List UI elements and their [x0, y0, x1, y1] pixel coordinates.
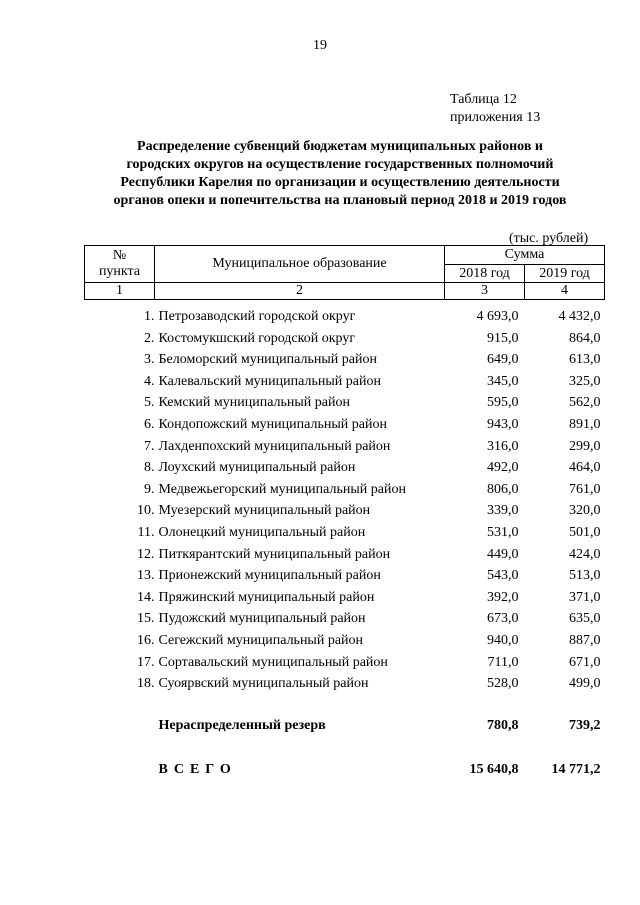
amount-2019: 864,0: [569, 330, 601, 346]
amount-2018: 339,0: [487, 503, 519, 519]
row-number: [85, 328, 155, 350]
row-number: [85, 673, 155, 695]
table-row: [85, 300, 605, 328]
amount-2018: 943,0: [487, 416, 519, 432]
row-number-text: 12.: [137, 546, 155, 562]
reserve-2019: 739,2: [569, 717, 601, 733]
table-row: [85, 436, 605, 458]
amount-2018: 543,0: [487, 568, 519, 584]
municipality-name: Муезерский муниципальный район: [158, 503, 371, 519]
amount-2019: 325,0: [569, 373, 601, 389]
table-reference-line-1: Таблица 12: [450, 92, 517, 107]
amount-2018: 392,0: [487, 589, 519, 605]
amount-2019: 613,0: [569, 352, 601, 368]
municipality-name: Кемский муниципальный район: [158, 395, 350, 411]
amount-2018: 595,0: [487, 395, 519, 411]
header-number-line-1: №: [112, 248, 127, 263]
header-column-number-1: 1: [85, 283, 155, 300]
row-number: [85, 522, 155, 544]
amount-2018: 915,0: [487, 330, 519, 346]
row-number-text: 18.: [137, 676, 155, 692]
amount-2019: 513,0: [569, 568, 601, 584]
table-row: [85, 565, 605, 587]
reserve-label: Нераспределенный резерв: [158, 717, 326, 733]
amount-2019: 891,0: [569, 416, 601, 432]
municipality-name: Олонецкий муниципальный район: [158, 524, 366, 540]
table-row: [85, 371, 605, 393]
table-row: [85, 630, 605, 652]
row-number: [85, 300, 155, 328]
municipality-name: Питкярантский муниципальный район: [158, 546, 391, 562]
page-number: 19: [313, 38, 327, 53]
header-sum: Сумма: [445, 246, 605, 265]
table-row: [85, 587, 605, 609]
amount-2019: 499,0: [569, 676, 601, 692]
row-number-text: 5.: [144, 395, 155, 411]
header-year-2019: 2019 год: [525, 265, 605, 283]
total-row: [85, 759, 605, 781]
title-line-3: Республики Карелия по организации и осуществлению деятельности: [120, 175, 560, 190]
row-number: [85, 630, 155, 652]
amount-2018: 449,0: [487, 546, 519, 562]
amount-2018: 940,0: [487, 632, 519, 648]
row-number-text: 17.: [137, 654, 155, 670]
total-2018: 15 640,8: [469, 761, 519, 777]
row-number: [85, 652, 155, 674]
title-line-2: городских округов на осуществление государственных полномочий: [126, 157, 554, 172]
amount-2018: 316,0: [487, 438, 519, 454]
row-number-text: 6.: [144, 416, 155, 432]
municipality-name: Лахденпохский муниципальный район: [158, 438, 391, 454]
amount-2018: 345,0: [487, 373, 519, 389]
municipality-name: Петрозаводский городской округ: [158, 309, 356, 324]
amount-2018: 531,0: [487, 524, 519, 540]
subvention-table: [84, 245, 605, 781]
municipality-name: Костомукшский городской округ: [158, 330, 356, 346]
row-number-text: 8.: [144, 460, 155, 476]
row-number-text: 11.: [137, 524, 155, 540]
row-number-text: 13.: [137, 568, 155, 584]
amount-2019: 371,0: [569, 589, 601, 605]
table-row: [85, 544, 605, 566]
amount-2019: 671,0: [569, 654, 601, 670]
row-number-text: 15.: [137, 611, 155, 627]
amount-2019: 635,0: [569, 611, 601, 627]
amount-2018: 673,0: [487, 611, 519, 627]
table-row: [85, 673, 605, 695]
row-number: [85, 371, 155, 393]
total-2019: 14 771,2: [551, 761, 601, 777]
municipality-name: Кондопожский муниципальный район: [158, 416, 387, 432]
table-row: [85, 652, 605, 674]
header-number: [85, 246, 155, 283]
amount-2018: 711,0: [487, 654, 519, 670]
amount-2019: 562,0: [569, 395, 601, 411]
table-row: [85, 392, 605, 414]
reserve-2018: 780,8: [487, 717, 519, 733]
total-label: ВСЕГО: [158, 761, 237, 777]
spacer-row: [85, 695, 605, 715]
row-number: [85, 479, 155, 501]
row-number: [85, 544, 155, 566]
row-number-text: 4.: [144, 373, 155, 389]
table-row: [85, 349, 605, 371]
municipality-name: Суоярвский муниципальный район: [158, 676, 369, 692]
row-number: [85, 349, 155, 371]
amount-2019: 320,0: [569, 503, 601, 519]
amount-2019: 424,0: [569, 546, 601, 562]
table-row: [85, 457, 605, 479]
amount-2019: 4 432,0: [558, 309, 601, 324]
table-row: [85, 479, 605, 501]
municipality-name: Медвежьегорский муниципальный район: [158, 481, 406, 497]
reserve-row: [85, 715, 605, 737]
row-number-text: 2.: [144, 330, 155, 346]
row-number: [85, 565, 155, 587]
amount-2018: 4 693,0: [476, 309, 519, 324]
amount-2019: 299,0: [569, 438, 601, 454]
municipality-name: Сортавальский муниципальный район: [158, 654, 388, 670]
amount-2018: 649,0: [487, 352, 519, 368]
amount-2018: 806,0: [487, 481, 519, 497]
amount-2018: 492,0: [487, 460, 519, 476]
row-number-text: 14.: [137, 589, 155, 605]
header-column-number-4: 4: [525, 283, 605, 300]
row-number: [85, 457, 155, 479]
table-reference-line-2: приложения 13: [450, 110, 541, 125]
title-line-4: органов опеки и попечительства на плановый период 2018 и 2019 годов: [113, 193, 567, 208]
municipality-name: Пудожский муниципальный район: [158, 611, 366, 627]
row-number: [85, 608, 155, 630]
table-header: [85, 246, 605, 300]
header-year-2018: 2018 год: [445, 265, 525, 283]
title-line-1: Распределение субвенций бюджетам муниципальных районов и: [137, 139, 543, 154]
header-column-number-2: 2: [155, 283, 445, 300]
row-number-text: 1.: [144, 309, 155, 324]
row-number-text: 16.: [137, 632, 155, 648]
row-number: [85, 392, 155, 414]
table-body: [85, 300, 605, 781]
amount-2019: 761,0: [569, 481, 601, 497]
table-row: [85, 328, 605, 350]
row-number-text: 7.: [144, 438, 155, 454]
row-number-text: 9.: [144, 481, 155, 497]
row-number: [85, 414, 155, 436]
row-number-text: 3.: [144, 352, 155, 368]
spacer-row: [85, 737, 605, 759]
municipality-name: Прионежский муниципальный район: [158, 568, 381, 584]
table-reference: [450, 91, 540, 127]
municipality-name: Сегежский муниципальный район: [158, 632, 364, 648]
municipality-name: Лоухский муниципальный район: [158, 460, 356, 476]
row-number: [85, 436, 155, 458]
header-column-number-3: 3: [445, 283, 525, 300]
table-row: [85, 608, 605, 630]
units-label: (тыс. рублей): [509, 231, 589, 246]
amount-2019: 501,0: [569, 524, 601, 540]
amount-2019: 887,0: [569, 632, 601, 648]
row-number: [85, 500, 155, 522]
municipality-name: Калевальский муниципальный район: [158, 373, 381, 389]
municipality-name: Пряжинский муниципальный район: [158, 589, 375, 605]
municipality-name: Беломорский муниципальный район: [158, 352, 377, 368]
header-municipality: Муниципальное образование: [155, 246, 445, 283]
row-number-text: 10.: [137, 503, 155, 519]
amount-2019: 464,0: [569, 460, 601, 476]
amount-2018: 528,0: [487, 676, 519, 692]
table-row: [85, 414, 605, 436]
table-row: [85, 522, 605, 544]
document-title: [60, 138, 620, 210]
row-number: [85, 587, 155, 609]
table-row: [85, 500, 605, 522]
header-number-line-2: пункта: [98, 264, 141, 279]
